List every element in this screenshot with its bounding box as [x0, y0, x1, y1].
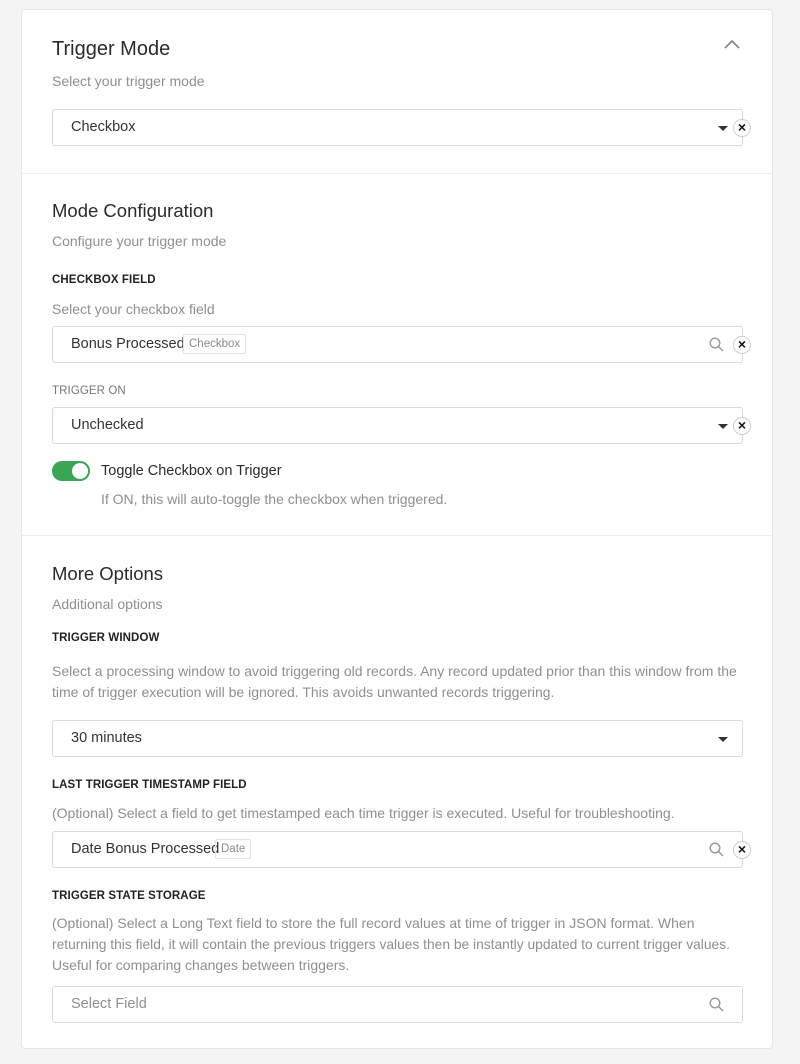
trigger-state-storage-help: [52, 913, 752, 976]
close-icon[interactable]: ×: [733, 336, 751, 354]
more-options-title: More Options: [52, 563, 164, 584]
trigger-on-select[interactable]: [52, 407, 743, 444]
caret-down-icon: [718, 737, 728, 742]
trigger-state-storage-placeholder: Select Field: [71, 996, 147, 1012]
more-options-subtitle: Additional options: [52, 596, 163, 612]
toggle-checkbox-switch[interactable]: [52, 461, 90, 481]
trigger-window-label: TRIGGER WINDOW: [52, 632, 160, 644]
close-icon[interactable]: ×: [733, 841, 751, 859]
close-icon[interactable]: ×: [733, 119, 751, 137]
mode-configuration-subtitle: Configure your trigger mode: [52, 233, 227, 249]
trigger-window-help: [52, 661, 742, 703]
caret-down-icon: [718, 424, 728, 429]
trigger-on-label: TRIGGER ON: [52, 385, 126, 397]
search-icon: [709, 842, 724, 857]
trigger-state-storage-help-line: (Optional) Select a Long Text field to store the full record values at time of trigger in JSON format. When: [52, 915, 695, 931]
trigger-mode-value: Checkbox: [71, 119, 136, 135]
search-icon: [709, 997, 724, 1012]
chevron-up-icon[interactable]: [723, 38, 741, 50]
trigger-on-value: Unchecked: [71, 417, 144, 433]
search-icon: [709, 337, 724, 352]
toggle-checkbox-help: If ON, this will auto-toggle the checkbox when triggered.: [101, 491, 448, 507]
trigger-state-storage-label: TRIGGER STATE STORAGE: [52, 890, 206, 902]
field-type-tag: Date: [215, 839, 251, 859]
last-trigger-timestamp-picker[interactable]: [52, 831, 743, 868]
caret-down-icon: [718, 126, 728, 131]
trigger-mode-section: [22, 10, 772, 173]
checkbox-field-label: CHECKBOX FIELD: [52, 274, 156, 286]
trigger-window-help-line: Select a processing window to avoid triggering old records. Any record updated prior than this window from the: [52, 663, 737, 679]
trigger-state-storage-help-line: Useful for comparing changes between triggers.: [52, 957, 350, 973]
close-icon[interactable]: ×: [733, 417, 751, 435]
trigger-settings-card: [21, 9, 773, 1049]
checkbox-field-help: Select your checkbox field: [52, 301, 215, 317]
last-trigger-timestamp-help: (Optional) Select a field to get timestamped each time trigger is executed. Useful for troubleshooting.: [52, 805, 675, 821]
trigger-window-help-line: time of trigger execution will be ignored. This avoids unwanted records triggering.: [52, 684, 555, 700]
mode-configuration-title: Mode Configuration: [52, 200, 214, 221]
toggle-knob: [72, 463, 88, 479]
last-trigger-timestamp-value: Date Bonus Processed: [71, 841, 220, 857]
checkbox-field-picker[interactable]: [52, 326, 743, 363]
checkbox-field-value: Bonus Processed: [71, 336, 185, 352]
trigger-mode-select[interactable]: [52, 109, 743, 146]
trigger-window-value: 30 minutes: [71, 730, 142, 746]
toggle-checkbox-label: Toggle Checkbox on Trigger: [101, 463, 282, 479]
more-options-section: [22, 535, 772, 1049]
trigger-state-storage-picker[interactable]: [52, 986, 743, 1023]
last-trigger-timestamp-label: LAST TRIGGER TIMESTAMP FIELD: [52, 779, 247, 791]
trigger-mode-subtitle: Select your trigger mode: [52, 73, 205, 89]
trigger-window-select[interactable]: [52, 720, 743, 757]
field-type-tag: Checkbox: [183, 334, 246, 354]
trigger-state-storage-help-line: returning this field, it will contain the previous triggers values then be instantly updated to current trigger values.: [52, 937, 730, 952]
trigger-mode-title: Trigger Mode: [52, 38, 171, 60]
mode-configuration-section: [22, 173, 772, 535]
